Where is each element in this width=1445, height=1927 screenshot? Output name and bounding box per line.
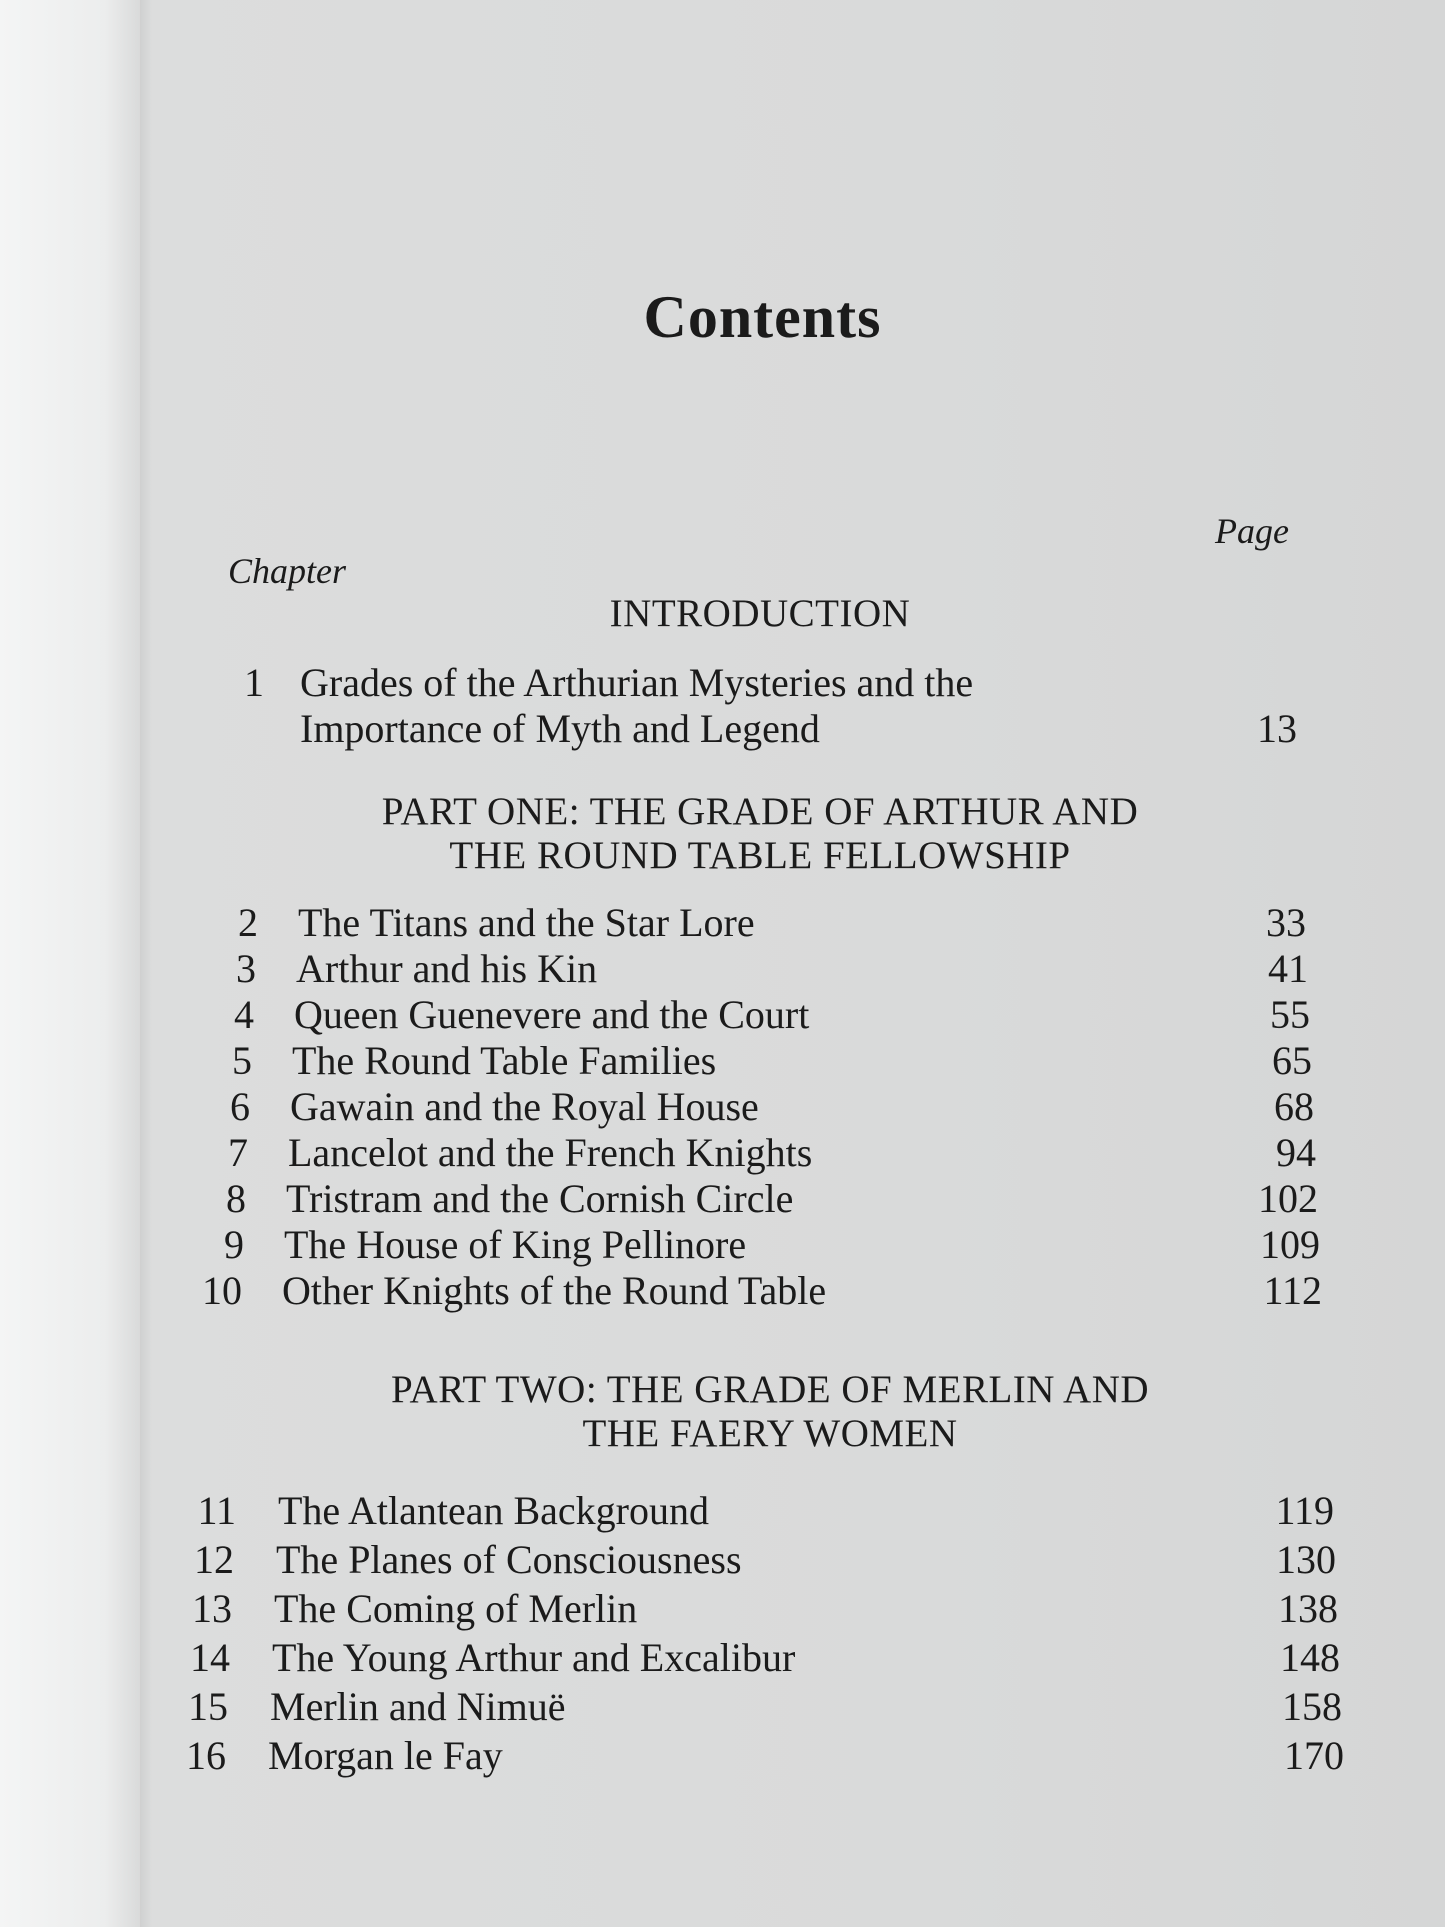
chapter-title: Grades of the Arthurian Mysteries and the Importance of Myth and Legend [300, 660, 974, 751]
chapter-number: 11 [197, 1488, 236, 1533]
chapter-number: 7 [228, 1130, 248, 1175]
page-number: 158 [1282, 1684, 1342, 1729]
chapter-number: 1 [244, 660, 264, 705]
page-number: 65 [1272, 1038, 1312, 1083]
chapter-number: 14 [190, 1635, 230, 1680]
chapter-number: 2 [238, 900, 258, 945]
chapter-title: The Titans and the Star Lore [298, 900, 755, 945]
section-heading-part-two: PART TWO: THE GRADE OF MERLIN AND THE FAERY WOMEN [390, 1368, 1150, 1455]
chapter-title: The Atlantean Background [278, 1488, 709, 1533]
chapter-number: 10 [202, 1268, 242, 1313]
chapter-title: The Coming of Merlin [274, 1586, 638, 1631]
page-title: Contents [643, 284, 882, 350]
page-number: 94 [1276, 1130, 1316, 1175]
chapter-title: Morgan le Fay [268, 1733, 503, 1778]
chapter-number: 6 [230, 1084, 250, 1129]
chapter-number: 4 [234, 992, 254, 1037]
page-number: 33 [1266, 900, 1306, 945]
chapter-title: Other Knights of the Round Table [282, 1268, 827, 1313]
page-number: 138 [1278, 1586, 1338, 1631]
chapter-title: Lancelot and the French Knights [288, 1130, 813, 1175]
page-column-label: Page [1215, 511, 1289, 551]
chapter-number: 16 [186, 1733, 226, 1778]
chapter-number: 15 [188, 1684, 228, 1729]
section-heading-introduction: INTRODUCTION [609, 592, 911, 635]
page-number: 119 [1275, 1488, 1334, 1533]
page-number: 109 [1260, 1222, 1320, 1267]
chapter-title: The Young Arthur and Excalibur [272, 1635, 796, 1680]
chapter-title: Tristram and the Cornish Circle [286, 1176, 794, 1221]
chapter-title: The Planes of Consciousness [276, 1537, 742, 1582]
chapter-number: 3 [236, 946, 256, 991]
chapter-number: 8 [226, 1176, 246, 1221]
page-number: 112 [1263, 1268, 1322, 1313]
chapter-title: Queen Guenevere and the Court [294, 992, 810, 1037]
chapter-title: Arthur and his Kin [296, 946, 598, 991]
chapter-title: Merlin and Nimuë [270, 1684, 566, 1729]
page-number: 13 [1257, 706, 1297, 751]
page-number: 130 [1276, 1537, 1336, 1582]
chapter-title: The Round Table Families [292, 1038, 717, 1083]
page-number: 68 [1274, 1084, 1314, 1129]
page-number: 41 [1268, 946, 1308, 991]
page-number: 170 [1284, 1733, 1344, 1778]
chapter-title: Gawain and the Royal House [290, 1084, 759, 1129]
chapter-number: 5 [232, 1038, 252, 1083]
chapter-column-label: Chapter [228, 551, 347, 591]
page-number: 102 [1258, 1176, 1318, 1221]
page-number: 55 [1270, 992, 1310, 1037]
show-through-text [370, 30, 1420, 750]
chapter-number: 12 [194, 1537, 234, 1582]
page-number: 148 [1280, 1635, 1340, 1680]
chapter-title: The House of King Pellinore [284, 1222, 747, 1267]
chapter-number: 9 [224, 1222, 244, 1267]
chapter-number: 13 [192, 1586, 232, 1631]
section-heading-part-one: PART ONE: THE GRADE OF ARTHUR AND THE ROUND TABLE FELLOWSHIP [381, 790, 1139, 877]
